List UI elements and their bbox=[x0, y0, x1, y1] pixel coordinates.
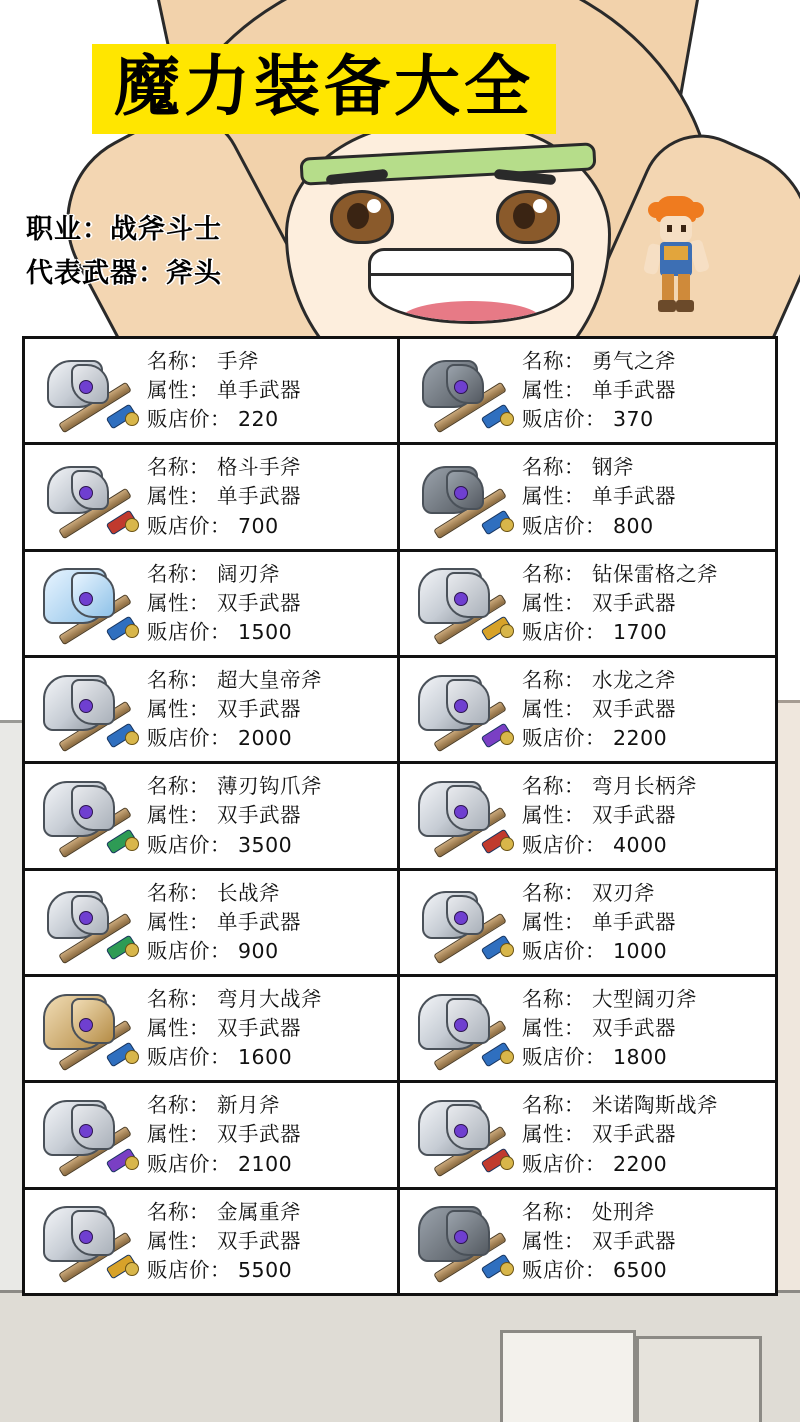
equipment-info bbox=[522, 1091, 718, 1178]
equipment-cell bbox=[25, 445, 400, 548]
equipment-attribute: 属性： 双手武器 bbox=[147, 590, 302, 615]
equipment-name: 名称： 水龙之斧 bbox=[522, 667, 677, 692]
equipment-attribute: 属性： 双手武器 bbox=[522, 803, 677, 828]
equipment-name: 名称： 长战斧 bbox=[147, 880, 281, 905]
equipment-cell bbox=[400, 871, 775, 974]
equipment-info bbox=[522, 985, 697, 1072]
equipment-price: 贩店价： 4000 bbox=[522, 832, 668, 857]
axe-icon bbox=[406, 990, 522, 1068]
axe-icon bbox=[31, 352, 147, 430]
equipment-info bbox=[522, 560, 718, 647]
equipment-name: 名称： 弯月大战斧 bbox=[147, 986, 323, 1011]
equipment-name: 名称： 薄刃钩爪斧 bbox=[147, 774, 323, 799]
equipment-cell bbox=[400, 445, 775, 548]
character-mouth bbox=[368, 248, 574, 324]
equipment-cell bbox=[25, 339, 400, 442]
axe-icon bbox=[406, 1202, 522, 1280]
table-row bbox=[25, 871, 775, 977]
equipment-price: 贩店价： 1800 bbox=[522, 1045, 668, 1070]
equipment-price: 贩店价： 220 bbox=[147, 407, 279, 432]
table-row bbox=[25, 658, 775, 764]
equipment-name: 名称： 新月斧 bbox=[147, 1093, 281, 1118]
equipment-price: 贩店价： 700 bbox=[147, 513, 279, 538]
equipment-cell bbox=[400, 977, 775, 1080]
equipment-cell bbox=[25, 871, 400, 974]
equipment-attribute: 属性： 单手武器 bbox=[147, 484, 302, 509]
equipment-info bbox=[522, 347, 676, 434]
equipment-info bbox=[147, 1091, 301, 1178]
axe-icon bbox=[31, 1096, 147, 1174]
equipment-name: 名称： 阔刃斧 bbox=[147, 561, 281, 586]
weapon-line: 代表武器：斧头 bbox=[26, 257, 222, 289]
equipment-info bbox=[147, 560, 301, 647]
equipment-info bbox=[522, 453, 676, 540]
equipment-name: 名称： 米诺陶斯战斧 bbox=[522, 1093, 719, 1118]
equipment-name: 名称： 钢斧 bbox=[522, 455, 635, 480]
equipment-name: 名称： 手斧 bbox=[147, 349, 260, 373]
equipment-price: 贩店价： 900 bbox=[147, 938, 279, 963]
equipment-cell bbox=[400, 1083, 775, 1186]
axe-icon bbox=[406, 564, 522, 642]
equipment-name: 名称： 处刑斧 bbox=[522, 1199, 656, 1224]
equipment-name: 名称： 钻保雷格之斧 bbox=[522, 561, 719, 586]
equipment-price: 贩店价： 2100 bbox=[147, 1151, 293, 1176]
equipment-cell bbox=[400, 339, 775, 442]
table-row bbox=[25, 764, 775, 870]
equipment-cell bbox=[25, 1190, 400, 1293]
equipment-info bbox=[522, 772, 697, 859]
axe-icon bbox=[31, 564, 147, 642]
table-row bbox=[25, 445, 775, 551]
equipment-table bbox=[22, 336, 778, 1296]
class-line: 职业：战斧斗士 bbox=[26, 214, 222, 245]
equipment-attribute: 属性： 双手武器 bbox=[147, 697, 302, 722]
axe-icon bbox=[31, 990, 147, 1068]
equipment-cell bbox=[25, 658, 400, 761]
equipment-price: 贩店价： 1700 bbox=[522, 619, 668, 644]
equipment-cell bbox=[25, 552, 400, 655]
table-row bbox=[25, 1190, 775, 1293]
axe-icon bbox=[31, 1202, 147, 1280]
axe-icon bbox=[406, 777, 522, 855]
equipment-name: 名称： 金属重斧 bbox=[147, 1199, 302, 1224]
equipment-cell bbox=[400, 552, 775, 655]
equipment-attribute: 属性： 双手武器 bbox=[147, 803, 302, 828]
equipment-info bbox=[522, 666, 676, 753]
background-crate-left bbox=[500, 1330, 636, 1422]
equipment-name: 名称： 勇气之斧 bbox=[522, 349, 677, 373]
background-crate-right bbox=[636, 1336, 762, 1422]
table-row bbox=[25, 339, 775, 445]
equipment-info bbox=[147, 772, 322, 859]
equipment-attribute: 属性： 双手武器 bbox=[147, 1228, 302, 1253]
equipment-attribute: 属性： 双手武器 bbox=[522, 1122, 677, 1147]
axe-icon bbox=[31, 671, 147, 749]
axe-icon bbox=[31, 883, 147, 961]
subtitle-block bbox=[26, 208, 222, 295]
equipment-cell bbox=[25, 1083, 400, 1186]
equipment-info bbox=[147, 985, 322, 1072]
equipment-attribute: 属性： 单手武器 bbox=[522, 484, 677, 509]
equipment-attribute: 属性： 双手武器 bbox=[522, 1228, 677, 1253]
equipment-cell bbox=[400, 658, 775, 761]
axe-icon bbox=[31, 777, 147, 855]
equipment-name: 名称： 弯月长柄斧 bbox=[522, 774, 698, 799]
equipment-price: 贩店价： 5500 bbox=[147, 1257, 293, 1282]
equipment-price: 贩店价： 6500 bbox=[522, 1257, 668, 1282]
equipment-price: 贩店价： 2200 bbox=[522, 1151, 668, 1176]
axe-icon bbox=[31, 458, 147, 536]
equipment-price: 贩店价： 2000 bbox=[147, 726, 293, 751]
equipment-price: 贩店价： 3500 bbox=[147, 832, 293, 857]
table-row bbox=[25, 977, 775, 1083]
equipment-attribute: 属性： 单手武器 bbox=[147, 909, 302, 934]
equipment-name: 名称： 大型阔刃斧 bbox=[522, 986, 698, 1011]
equipment-cell bbox=[400, 764, 775, 867]
page-title: 魔力装备大全 bbox=[114, 48, 534, 125]
equipment-attribute: 属性： 双手武器 bbox=[522, 590, 677, 615]
equipment-attribute: 属性： 单手武器 bbox=[522, 378, 677, 403]
equipment-attribute: 属性： 双手武器 bbox=[522, 1016, 677, 1041]
equipment-attribute: 属性： 双手武器 bbox=[147, 1016, 302, 1041]
equipment-info bbox=[147, 666, 322, 753]
equipment-attribute: 属性： 单手武器 bbox=[147, 378, 302, 403]
equipment-info bbox=[147, 1198, 301, 1285]
equipment-name: 名称： 格斗手斧 bbox=[147, 455, 302, 480]
table-row bbox=[25, 552, 775, 658]
pixel-character-sprite bbox=[638, 196, 714, 320]
equipment-cell bbox=[400, 1190, 775, 1293]
equipment-info bbox=[147, 453, 301, 540]
axe-icon bbox=[406, 1096, 522, 1174]
axe-icon bbox=[406, 458, 522, 536]
equipment-info bbox=[147, 347, 301, 434]
character-eye-right bbox=[496, 190, 560, 244]
equipment-price: 贩店价： 1500 bbox=[147, 619, 293, 644]
equipment-price: 贩店价： 1600 bbox=[147, 1045, 293, 1070]
equipment-price: 贩店价： 1000 bbox=[522, 938, 668, 963]
equipment-info bbox=[147, 879, 301, 966]
equipment-price: 贩店价： 2200 bbox=[522, 726, 668, 751]
axe-icon bbox=[406, 671, 522, 749]
equipment-price: 贩店价： 370 bbox=[522, 407, 654, 432]
equipment-name: 名称： 超大皇帝斧 bbox=[147, 667, 323, 692]
equipment-attribute: 属性： 双手武器 bbox=[147, 1122, 302, 1147]
equipment-cell bbox=[25, 977, 400, 1080]
equipment-name: 名称： 双刃斧 bbox=[522, 880, 656, 905]
equipment-info bbox=[522, 879, 676, 966]
table-row bbox=[25, 1083, 775, 1189]
equipment-attribute: 属性： 单手武器 bbox=[522, 909, 677, 934]
equipment-attribute: 属性： 双手武器 bbox=[522, 697, 677, 722]
page-title-banner bbox=[92, 44, 556, 134]
equipment-cell bbox=[25, 764, 400, 867]
axe-icon bbox=[406, 352, 522, 430]
equipment-price: 贩店价： 800 bbox=[522, 513, 654, 538]
character-eye-left bbox=[330, 190, 394, 244]
equipment-info bbox=[522, 1198, 676, 1285]
axe-icon bbox=[406, 883, 522, 961]
